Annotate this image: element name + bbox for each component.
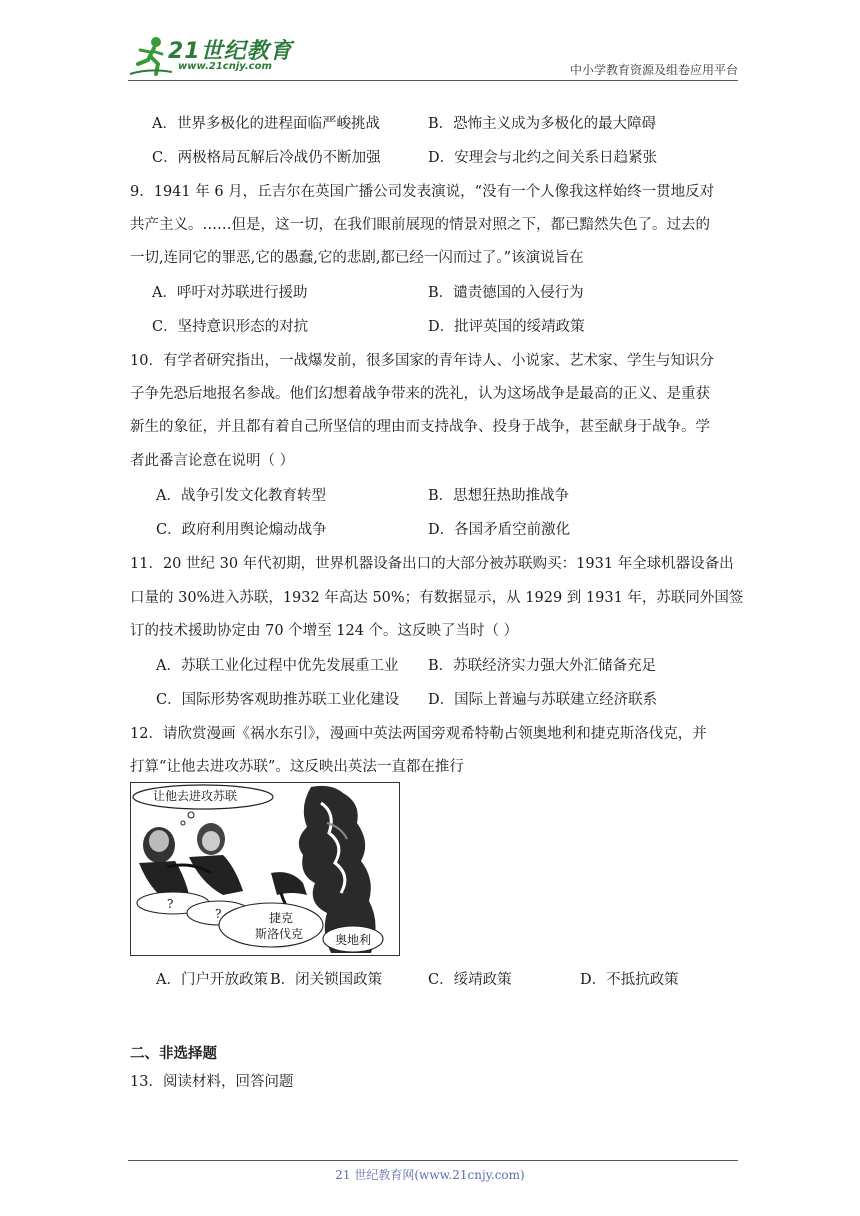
q11-option-c: C．国际形势客观助推苏联工业化建设 (156, 692, 400, 708)
q8-option-a: A．世界多极化的进程面临严峻挑战 (152, 116, 380, 132)
cartoon-speech-text: 让他去进攻苏联 (153, 789, 238, 803)
q8-option-d: D．安理会与北约之间关系日趋紧张 (428, 150, 658, 166)
runner-logo-icon (128, 34, 172, 78)
q9-option-d: D．批评英国的绥靖政策 (428, 319, 585, 335)
q8-option-b: B．恐怖主义成为多极化的最大障碍 (428, 116, 657, 132)
q11-stem-line-3: 订的技术援助协定由 70 个增至 124 个。这反映了当时（ ） (130, 623, 519, 639)
cartoon-image (130, 782, 400, 956)
q11-stem-line-1: 11．20 世纪 30 年代初期，世界机器设备出口的大部分被苏联购买：1931 年全球机器设备出 (130, 556, 734, 572)
q10-option-b: B．思想狂热助推战争 (428, 488, 570, 504)
q13-stem: 13．阅读材料，回答问题 (130, 1074, 294, 1090)
logo-brand-text: 21世纪教育 (168, 39, 293, 64)
cartoon-label-czech: 捷克 (269, 911, 294, 925)
header-divider (128, 80, 738, 81)
logo-url-text: www.21cnjy.com (178, 61, 272, 72)
cartoon-question-mark-1: ? (167, 897, 174, 911)
q12-option-b: B．闭关锁国政策 (270, 972, 383, 988)
site-logo (128, 34, 298, 78)
q12-option-c: C．绥靖政策 (428, 972, 512, 988)
page-footer: 21 世纪教育网(www.21cnjy.com) (335, 1168, 525, 1182)
cartoon-label-slovakia: 斯洛伐克 (255, 927, 304, 941)
q10-option-c: C．政府利用舆论煽动战争 (156, 522, 327, 538)
q10-stem-line-1: 10．有学者研究指出，一战爆发前，很多国家的青年诗人、小说家、艺术家、学生与知识分 (130, 353, 714, 369)
cartoon-question-mark-2: ? (215, 907, 222, 921)
section-title: 二、非选择题 (130, 1045, 217, 1062)
q12-stem-line-2: 打算“让他去进攻苏联”。这反映出英法一直都在推行 (130, 759, 464, 775)
q12-stem-line-1: 12．请欣赏漫画《祸水东引》，漫画中英法两国旁观希特勒占领奥地利和捷克斯洛伐克，并 (130, 726, 707, 742)
q9-option-a: A．呼吁对苏联进行援助 (152, 285, 308, 301)
cartoon-label-austria: 奥地利 (335, 933, 372, 947)
q10-stem-line-4: 者此番言论意在说明（ ） (130, 453, 295, 469)
q10-stem-line-2: 子争先恐后地报名参战。他们幻想着战争带来的洗礼，认为这场战争是最高的正义、是重获 (130, 386, 710, 402)
q11-stem-line-2: 口量的 30%进入苏联，1932 年高达 50%；有数据显示，从 1929 到 1931 年，苏联同外国签 (130, 590, 744, 606)
q12-option-d: D．不抵抗政策 (580, 972, 679, 988)
q9-option-b: B．谴责德国的入侵行为 (428, 285, 584, 301)
q11-option-a: A．苏联工业化过程中优先发展重工业 (156, 658, 399, 674)
header-platform-title: 中小学教育资源及组卷应用平台 (569, 63, 738, 77)
q9-stem-line-3: 一切,连同它的罪恶,它的愚蠢,它的悲剧,都已经一闪而过了。”该演说旨在 (130, 250, 584, 266)
q9-option-c: C．坚持意识形态的对抗 (152, 319, 309, 335)
q9-stem-line-2: 共产主义。……但是，这一切，在我们眼前展现的情景对照之下，都已黯然失色了。过去的 (130, 217, 710, 233)
q11-option-d: D．国际上普遍与苏联建立经济联系 (428, 692, 658, 708)
q12-option-a: A．门户开放政策 (156, 972, 268, 988)
q10-option-d: D．各国矛盾空前激化 (428, 522, 571, 538)
footer-divider (128, 1160, 738, 1161)
q10-option-a: A．战争引发文化教育转型 (156, 488, 326, 504)
q10-stem-line-3: 新生的象征，并且都有着自己所坚信的理由而支持战争、投身于战争，甚至献身于战争。学 (130, 419, 710, 435)
page-header (128, 28, 738, 80)
q11-option-b: B．苏联经济实力强大外汇储备充足 (428, 658, 657, 674)
q8-option-c: C．两极格局瓦解后冷战仍不断加强 (152, 150, 381, 166)
q9-stem-line-1: 9．1941 年 6 月，丘吉尔在英国广播公司发表演说，“没有一个人像我这样始终一贯地反对 (130, 184, 715, 200)
